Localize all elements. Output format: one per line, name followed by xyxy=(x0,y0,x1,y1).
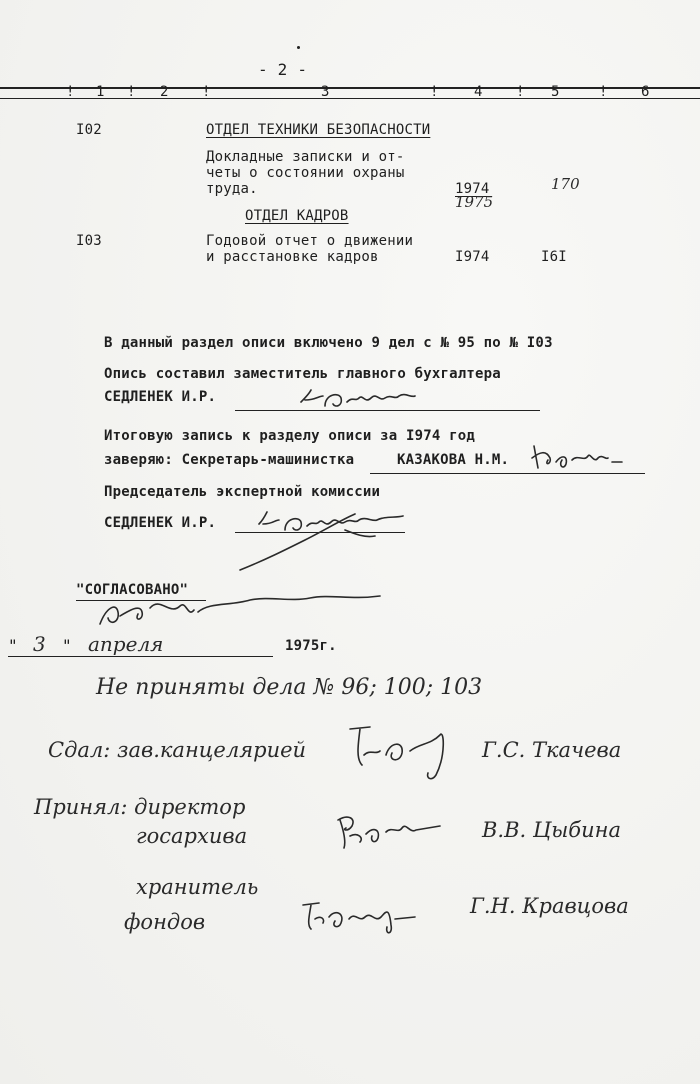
certify-line-1: Итоговую запись к разделу описи за I974 год xyxy=(104,428,476,444)
col-number-5: 5 xyxy=(551,84,560,100)
section-title: ОТДЕЛ ТЕХНИКИ БЕЗОПАСНОСТИ xyxy=(206,122,431,138)
entry-year-handwritten: 1975 xyxy=(455,193,494,211)
handed-by-label: Сдал: зав.канцелярией xyxy=(48,738,307,762)
secretary-signature xyxy=(528,442,628,474)
agreed-signature xyxy=(90,588,390,633)
keeper-signature xyxy=(295,895,425,940)
col-number-6: 6 xyxy=(641,84,650,100)
compiler-name: СЕДЛЕНЕК И.Р. xyxy=(104,389,217,405)
accepted-by-label-2: госархива xyxy=(136,824,248,848)
col-separator: ! xyxy=(430,84,439,100)
date-day: 3 xyxy=(33,632,46,656)
entry-title-line: и расстановке кадров xyxy=(206,249,379,265)
accepted-signature xyxy=(330,808,450,853)
col-separator: ! xyxy=(66,84,75,100)
date-underline xyxy=(8,656,273,657)
col-number-1: 1 xyxy=(96,84,105,100)
section-title: ОТДЕЛ КАДРОВ xyxy=(245,208,349,224)
certify-name: КАЗАКОВА Н.М. xyxy=(397,452,510,468)
entry-title-line: Годовой отчет о движении xyxy=(206,233,414,249)
handed-signature xyxy=(340,715,465,790)
accepted-name: В.В. Цыбина xyxy=(482,818,622,842)
page-number: - 2 - xyxy=(258,60,308,79)
not-accepted-note: Не приняты дела № 96; 100; 103 xyxy=(96,675,483,700)
col-number-4: 4 xyxy=(474,84,483,100)
col-number-3: 3 xyxy=(321,84,330,100)
entry-title-line: Докладные записки и от- xyxy=(206,149,405,165)
keeper-label: хранитель xyxy=(136,875,259,899)
date-quote-close: " xyxy=(62,636,72,655)
agreed-stamp-text: "СОГЛАСОВАНО" xyxy=(76,582,189,598)
keeper-label-2: фондов xyxy=(124,910,206,934)
col-separator: ! xyxy=(516,84,525,100)
col-separator: ! xyxy=(127,84,136,100)
table-top-rule xyxy=(0,87,700,89)
entry-year: 1974 xyxy=(455,181,490,197)
chairman-name: СЕДЛЕНЕК И.Р. xyxy=(104,515,217,531)
accepted-by-label: Принял: директор xyxy=(34,795,246,819)
entry-number: I02 xyxy=(76,122,102,138)
col-separator: ! xyxy=(202,84,211,100)
compiler-line: Опись составил заместитель главного бухгалтера xyxy=(104,366,501,382)
entry-sheets: I6I xyxy=(541,249,567,265)
table-header-rule xyxy=(0,98,700,99)
entry-sheets-handwritten: 170 xyxy=(551,175,580,193)
compiler-signature xyxy=(295,384,445,414)
col-number-2: 2 xyxy=(160,84,169,100)
handed-name: Г.С. Ткачева xyxy=(482,738,622,762)
chairman-line: Председатель экспертной комиссии xyxy=(104,484,381,500)
certify-line-2: заверяю: Секретарь-машинистка xyxy=(104,452,355,468)
entry-title-line: труда. xyxy=(206,181,258,197)
col-separator: ! xyxy=(599,84,608,100)
entry-title-line: четы о состоянии охраны xyxy=(206,165,405,181)
keeper-name: Г.Н. Кравцова xyxy=(470,894,629,918)
entry-year: I974 xyxy=(455,249,490,265)
chairman-signature xyxy=(245,500,445,590)
date-year: 1975г. xyxy=(285,638,337,654)
date-quote-open: " xyxy=(8,636,18,655)
date-month: апреля xyxy=(88,632,164,656)
ink-dot xyxy=(297,46,300,49)
entry-number: I03 xyxy=(76,233,102,249)
summary-text: В данный раздел описи включено 9 дел с № 95 по № I03 xyxy=(104,335,553,351)
